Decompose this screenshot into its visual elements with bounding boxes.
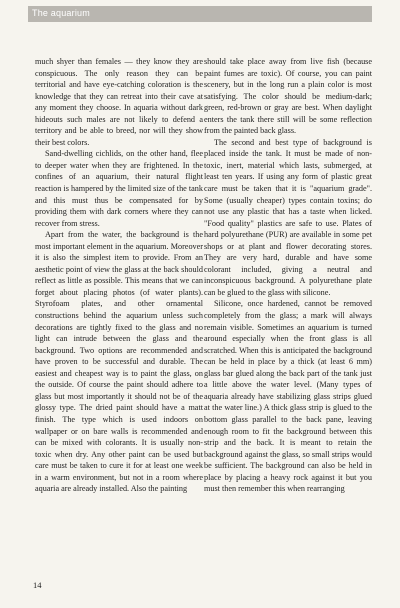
running-header [28, 6, 372, 22]
paragraph: Sand-dwelling cichlids, on the other hand, flee to deeper water when they are frightened. In the confines of an aquarium, their natural flight reaction is hampered by the limited size of the tank and this must thus be compensated for by providing them with dark corners where they can recover from stress. [35, 149, 203, 228]
paragraph: Silicone, once hardened, cannot be removed completely from the glass; a mark will always remain visible. Sometimes an aquarium is turned around especially when the front glass is all scratched. When this is anticipated the background can be held in place by a thick (at least 6 mm) glass bar glued along the back part of the tank just a little above the water level. (Many types of aquaria already have stabilizing glass strips glued at the water line.) A thick glass strip is glued to the bottom glass parallel to the back pane, leaving enough room to fit the background between this strip and the back. It is meant to retain the background against the glass, so small strips would be sufficient. The background can also be held in place by placing a heavy rock against it but you must then remember this when rearranging [204, 299, 372, 494]
page-number: 14 [33, 580, 42, 590]
paragraph: The second and best type of background is placed inside the tank. It must be made of non-toxic, inert, material which lasts, submerged, at least ten years. If using any form of plastic great care must be taken that it is "aquarium grade". Some (usually cheaper) types contain toxins; do not use any plastic that has a taste when licked. "Food quality" plastics are safe to use. Plates of hard polyurethane (PUR) are available in some pet shops or at plant and flower decorating stores. They are very hard, durable and have some colorant included, giving a neutral and inconspicuous background. A polyurethane plate can be glued to the glass with silicone. [204, 137, 372, 297]
paragraph: should take place away from live fish (because paint fumes are toxic). Of course, you can paint scenery, but in the long run a plain color is most satisfying. The color should be medium-dark; green, red-brown or gray are best. When daylight enters the tank there still will be some reflection from the painted back glass. [204, 57, 372, 136]
running-header-title: The aquarium [32, 8, 90, 18]
paragraph: much shyer than females — they know they are conspicuous. The only reason they can be territorial and have eye-catching coloration is the knowledge that they can retreat into their cave at any moment they choose. In aquaria without dark hideouts such males are not likely to defend a territory and be able to breed, nor will they show their best colors. [35, 57, 203, 147]
right-text-column [204, 56, 372, 495]
left-text-column [35, 56, 203, 495]
paragraph: Apart from the water, the background is the most important element in the aquarium. Moreover it is also the simplest item to provide. From an aesthetic point of view the glass at the back should reflect as little as possible. This means that we can forget about placing photos (of water plants). Styrofoam plates, and other ornamental constructions behind the aquarium unless such decorations are tightly fixed to the glass and no light can intrude between the glass and the background. Two options are recommended and have proven to be successful and durable. The easiest and cheapest way is to paint the glass, on the outside. Of course the paint should adhere to glass but most importantly it should not be of the glossy type. The dried paint should have a matt finish. The type which is used indoors on wallpaper or on bare walls is recommended and can be mixed with colorants. It is usually non-toxic when dry. Any other paint can be used but care must be taken to cure it for at least one week in a warm environment, but not in a room where aquaria are already installed. Also the painting [35, 230, 203, 494]
